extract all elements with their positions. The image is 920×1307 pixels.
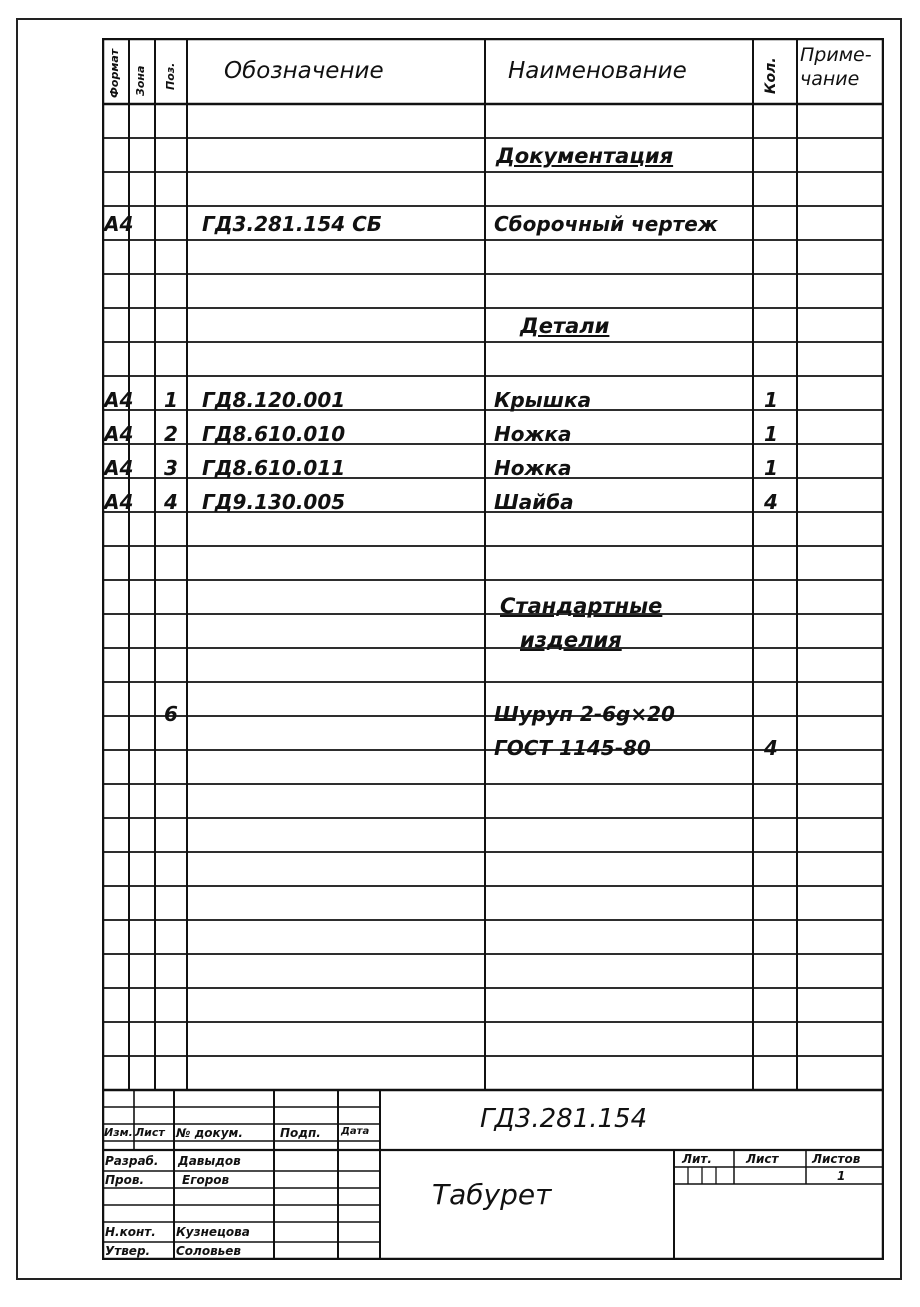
header-pos: Поз. bbox=[164, 62, 177, 90]
row2-pos: 1 bbox=[164, 388, 178, 412]
row6-name-line2: ГОСТ 1145-80 bbox=[494, 736, 651, 760]
tb-utv-name: Соловьев bbox=[176, 1244, 241, 1258]
row6-qty: 4 bbox=[764, 736, 778, 760]
tb-col-list: Лист bbox=[135, 1126, 165, 1139]
row2-designation: ГД8.120.001 bbox=[202, 388, 346, 412]
specification-frame bbox=[102, 38, 884, 1260]
row3-name: Ножка bbox=[494, 422, 572, 446]
section-standard-items-line1: Стандартные bbox=[500, 594, 663, 618]
row1-name: Сборочный чертеж bbox=[494, 212, 718, 236]
row4-qty: 1 bbox=[764, 456, 778, 480]
row3-format: А4 bbox=[104, 422, 134, 446]
tb-col-podp: Подп. bbox=[280, 1126, 321, 1140]
row2-qty: 1 bbox=[764, 388, 778, 412]
row4-format: А4 bbox=[104, 456, 134, 480]
section-documentation: Документация bbox=[496, 144, 674, 168]
row5-format: А4 bbox=[104, 490, 134, 514]
tb-sheets-value: 1 bbox=[837, 1169, 846, 1183]
doc-code: ГД3.281.154 bbox=[480, 1104, 648, 1134]
row1-designation: ГД3.281.154 СБ bbox=[202, 212, 383, 236]
header-format: Формат bbox=[108, 48, 121, 98]
doc-title: Табурет bbox=[432, 1178, 552, 1211]
row6-name-line1: Шуруп 2-6g×20 bbox=[494, 702, 675, 726]
row4-name: Ножка bbox=[494, 456, 572, 480]
tb-utv-label: Утвер. bbox=[105, 1244, 151, 1258]
tb-razrab-label: Разраб. bbox=[105, 1154, 159, 1168]
tb-sheets-label: Листов bbox=[812, 1152, 861, 1166]
row6-pos: 6 bbox=[164, 702, 178, 726]
tb-prov-label: Пров. bbox=[105, 1173, 145, 1187]
row4-pos: 3 bbox=[164, 456, 178, 480]
row5-designation: ГД9.130.005 bbox=[202, 490, 346, 514]
tb-lit-label: Лит. bbox=[682, 1152, 712, 1166]
row2-name: Крышка bbox=[494, 388, 592, 412]
header-zone: Зона bbox=[134, 65, 147, 96]
header-qty: Кол. bbox=[763, 57, 779, 94]
tb-sheet-label: Лист bbox=[746, 1152, 779, 1166]
section-parts: Детали bbox=[520, 314, 610, 338]
row1-format: А4 bbox=[104, 212, 134, 236]
row3-designation: ГД8.610.010 bbox=[202, 422, 346, 446]
row5-name: Шайба bbox=[494, 490, 574, 514]
row3-qty: 1 bbox=[764, 422, 778, 446]
header-name: Наименование bbox=[508, 58, 687, 84]
row2-format: А4 bbox=[104, 388, 134, 412]
row3-pos: 2 bbox=[164, 422, 178, 446]
tb-nkont-name: Кузнецова bbox=[176, 1225, 250, 1239]
tb-razrab-name: Давыдов bbox=[178, 1154, 241, 1168]
tb-col-ndokum: № докум. bbox=[176, 1126, 243, 1140]
header-note-line1: Приме- bbox=[800, 44, 872, 66]
tb-col-izm: Изм. bbox=[104, 1126, 133, 1139]
row4-designation: ГД8.610.011 bbox=[202, 456, 346, 480]
header-note-line2: чание bbox=[800, 68, 860, 90]
header-designation: Обозначение bbox=[224, 58, 384, 84]
row5-pos: 4 bbox=[164, 490, 178, 514]
tb-col-data: Дата bbox=[341, 1126, 370, 1137]
section-standard-items-line2: изделия bbox=[520, 628, 622, 652]
row5-qty: 4 bbox=[764, 490, 778, 514]
tb-prov-name: Егоров bbox=[182, 1173, 230, 1187]
tb-nkont-label: Н.конт. bbox=[105, 1225, 156, 1239]
